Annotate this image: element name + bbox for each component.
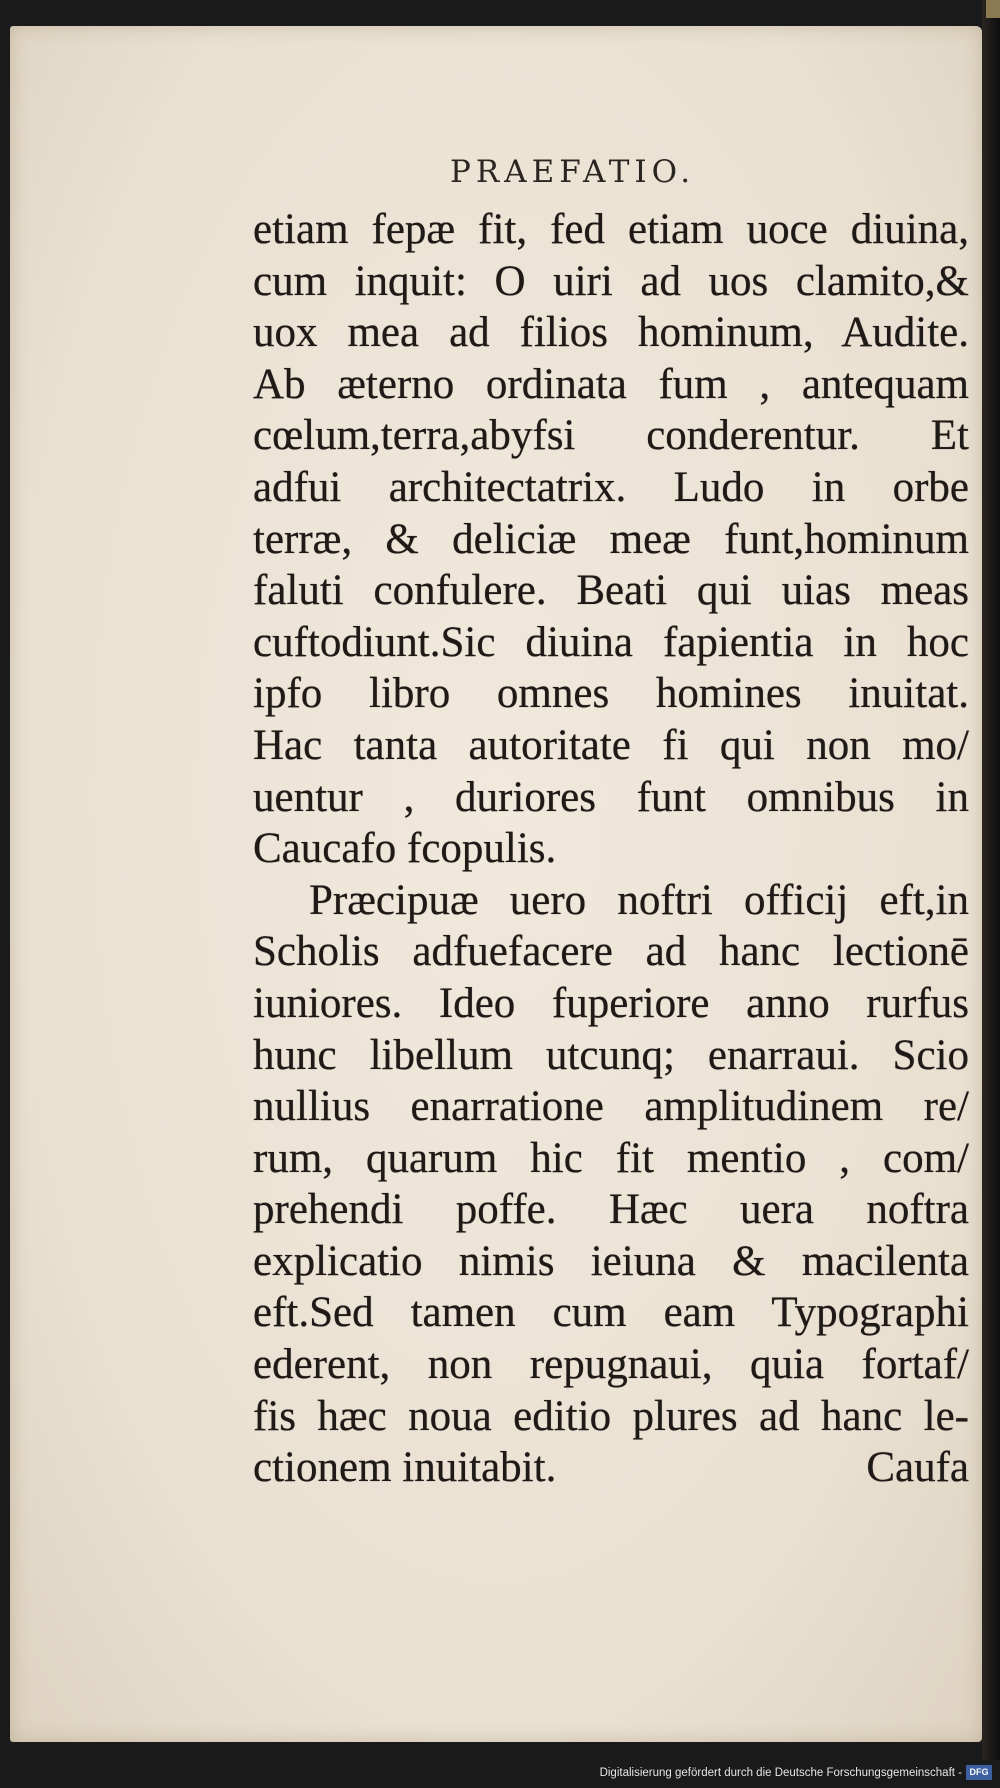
text-line: cœlum,terra,abyfsi conderentur. Et (253, 412, 969, 460)
text-line: explicatio nimis ieiuna & macilenta (253, 1237, 969, 1285)
catchword: Caufa (866, 1444, 969, 1492)
text-line: ipfo libro omnes homines inuitat. (253, 670, 969, 718)
text-line: iuniores. Ideo fuperiore anno rurfus (253, 979, 969, 1027)
text-line: etiam fepæ fit, fed etiam uoce diuina, (253, 206, 969, 253)
final-line-text: ctionem inuitabit. (253, 1444, 557, 1492)
text-line: hunc libellum utcunq; enarraui. Scio (253, 1031, 969, 1079)
final-line (253, 1442, 969, 1494)
text-line: cuftodiunt.Sic diuina fapientia in hoc (253, 618, 969, 666)
text-line: prehendi poffe. Hæc uera noftra (253, 1186, 969, 1234)
text-line: eft.Sed tamen cum eam Typographi (253, 1289, 969, 1337)
running-head: PRAEFATIO. (450, 154, 696, 190)
body-text (253, 204, 969, 1494)
text-line: Hac tanta autoritate fi qui non mo/ (253, 721, 969, 769)
digitization-credit: Digitalisierung gefördert durch die Deutsche Forschungsgemeinschaft - (599, 1767, 962, 1779)
text-line: Ab æterno ordinata fum , antequam (253, 360, 969, 408)
scan-color-tab (986, 0, 1000, 18)
text-line: Scholis adfuefacere ad hanc lectionē (253, 928, 969, 976)
text-line: adfui architectatrix. Ludo in orbe (253, 463, 969, 511)
paragraph-start-line: Præcipuæ uero noftri officij eft,in (309, 876, 969, 924)
text-line: Caucafo fcopulis. (253, 825, 557, 873)
text-line: cum inquit: O uiri ad uos clamito,& (253, 257, 969, 305)
text-line: uentur , duriores funt omnibus in (253, 773, 969, 821)
text-line: faluti confulere. Beati qui uias meas (253, 567, 969, 615)
text-line: rum, quarum hic fit mentio , com/ (253, 1134, 969, 1182)
page-edge (982, 0, 1000, 1760)
text-line: ederent, non repugnaui, quia fortaf/ (253, 1341, 969, 1389)
text-line: uox mea ad filios hominum, Audite. (253, 309, 969, 357)
dfg-logo: DFG (966, 1765, 992, 1780)
text-line: terræ, & deliciæ meæ funt,hominum (253, 515, 969, 563)
book-page (10, 26, 982, 1742)
text-line: nullius enarratione amplitudinem re/ (253, 1083, 969, 1131)
text-line: fis hæc noua editio plures ad hanc le- (253, 1392, 969, 1440)
